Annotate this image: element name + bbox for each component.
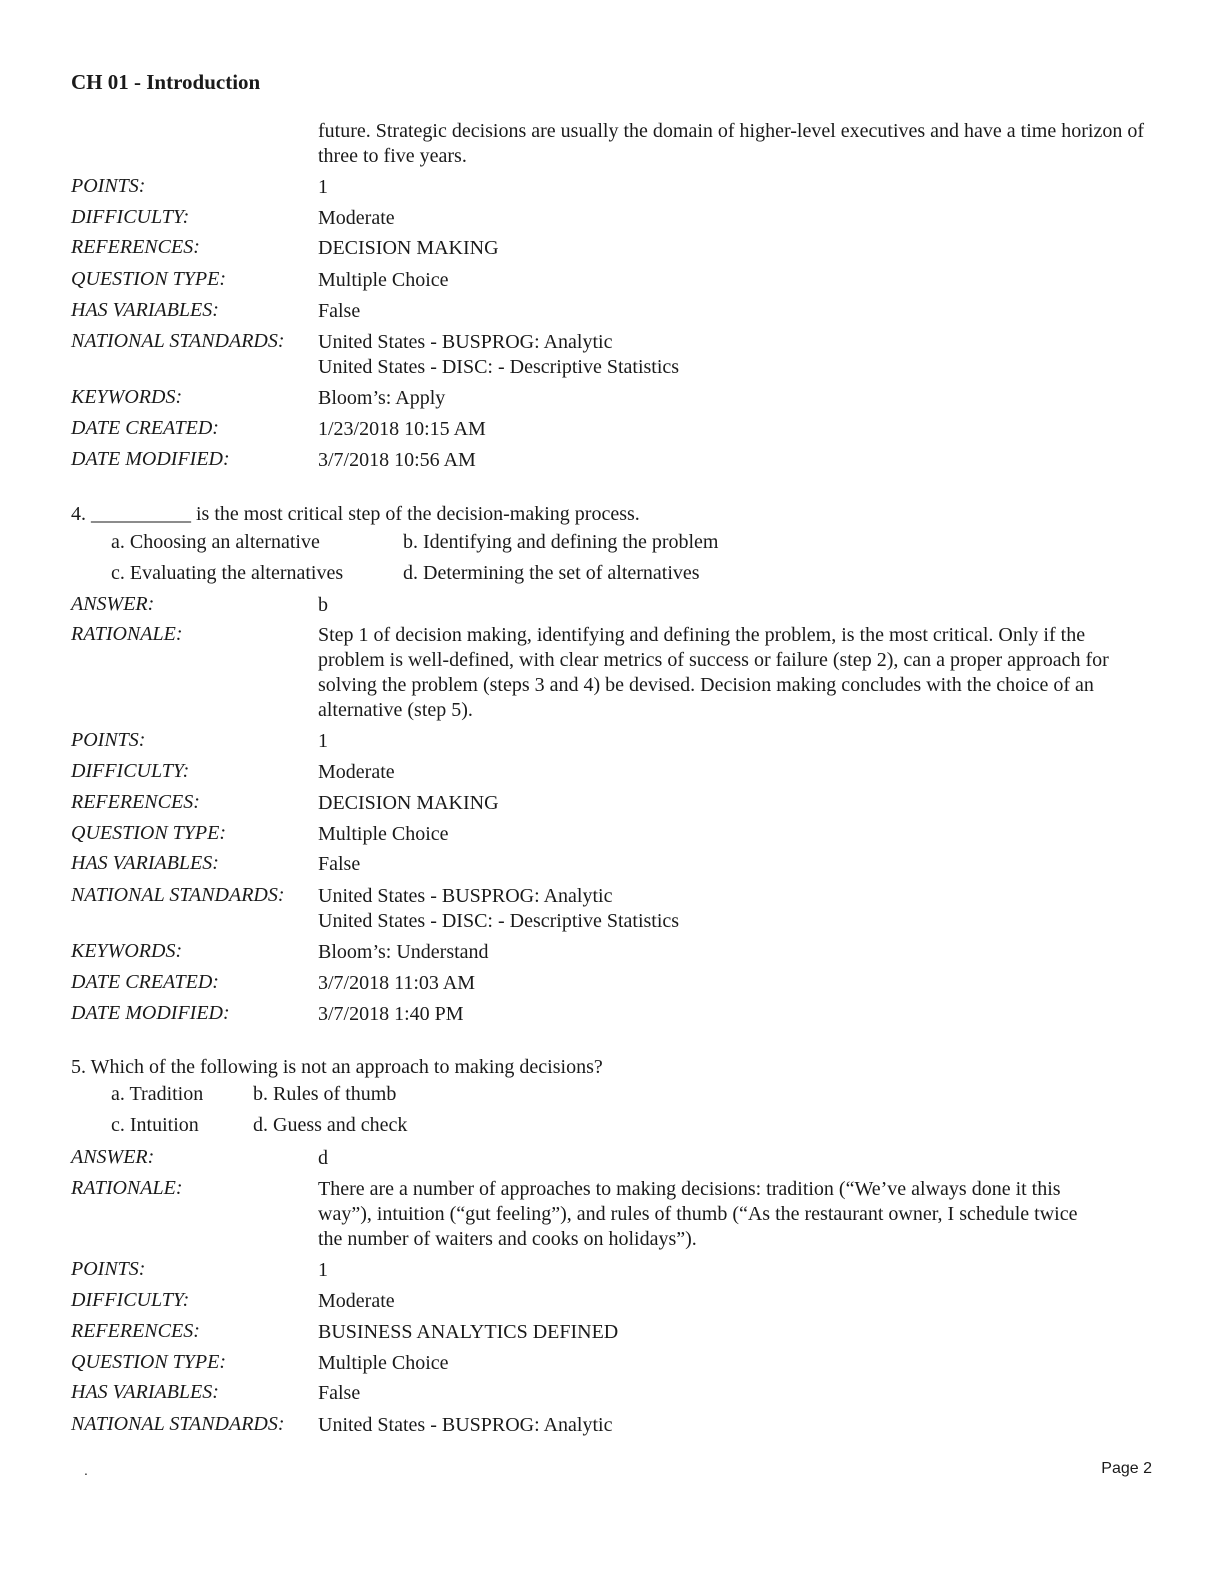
page-number: Page 2 [1101,1460,1152,1477]
keywords-value: Bloom’s: Apply [318,387,446,409]
keywords-label: KEYWORDS: [71,386,183,408]
points-label: POINTS: [71,175,146,197]
continued-rationale: future. Strategic decisions are usually the domain of higher-level executives and have a time horizon of three to five years. [318,120,1144,167]
question-5-text: 5. Which of the following is not an approach to making decisions? [71,1056,603,1078]
question-type-value: Multiple Choice [318,269,449,291]
question-5-option-d: d. Guess and check [253,1114,408,1136]
national-standards-value-2: United States - DISC: - Descriptive Statistics [318,910,680,932]
question-4-option-b: b. Identifying and defining the problem [403,531,719,553]
difficulty-label: DIFFICULTY: [71,1289,190,1311]
national-standards-value-1: United States - BUSPROG: Analytic [318,331,613,353]
keywords-label: KEYWORDS: [71,940,183,962]
question-type-label: QUESTION TYPE: [71,268,227,290]
date-created-value: 1/23/2018 10:15 AM [318,418,486,440]
question-5-option-b: b. Rules of thumb [253,1083,397,1105]
date-created-value: 3/7/2018 11:03 AM [318,972,476,994]
has-variables-label: HAS VARIABLES: [71,299,219,321]
answer-value: d [318,1147,328,1169]
question-5-option-a: a. Tradition [111,1083,204,1105]
answer-value: b [318,594,328,616]
question-type-value: Multiple Choice [318,823,449,845]
national-standards-value-2: United States - DISC: - Descriptive Statistics [318,356,680,378]
references-label: REFERENCES: [71,791,200,813]
keywords-value: Bloom’s: Understand [318,941,489,963]
national-standards-value-1: United States - BUSPROG: Analytic [318,885,613,907]
date-modified-value: 3/7/2018 1:40 PM [318,1003,464,1025]
has-variables-value: False [318,300,361,322]
difficulty-label: DIFFICULTY: [71,206,190,228]
national-standards-value-1: United States - BUSPROG: Analytic [318,1414,613,1436]
points-value: 1 [318,1259,328,1281]
difficulty-value: Moderate [318,761,395,783]
national-standards-label: NATIONAL STANDARDS: [71,330,285,352]
references-value: DECISION MAKING [318,237,499,259]
question-4-text: 4. __________ is the most critical step of the decision-making process. [71,503,640,525]
rationale-value: Step 1 of decision making, identifying and defining the problem, is the most critical. Only if the problem is well-defined, with clear metrics of success or failure (step 2), can a proper approach for solving the problem (steps 3 and 4) be devised. Decision making concludes with the choice of an alternative (step 5). [318,624,1109,721]
difficulty-label: DIFFICULTY: [71,760,190,782]
points-value: 1 [318,176,328,198]
date-modified-label: DATE MODIFIED: [71,448,230,470]
references-value: DECISION MAKING [318,792,499,814]
question-4-option-a: a. Choosing an alternative [111,531,320,553]
question-type-label: QUESTION TYPE: [71,822,227,844]
points-label: POINTS: [71,1258,146,1280]
chapter-header: CH 01 - Introduction [71,70,261,94]
national-standards-label: NATIONAL STANDARDS: [71,884,285,906]
date-modified-value: 3/7/2018 10:56 AM [318,449,476,471]
references-label: REFERENCES: [71,236,200,258]
date-created-label: DATE CREATED: [71,971,219,993]
has-variables-value: False [318,1382,361,1404]
national-standards-label: NATIONAL STANDARDS: [71,1413,285,1435]
references-label: REFERENCES: [71,1320,200,1342]
answer-label: ANSWER: [71,1146,155,1168]
question-4-option-c: c. Evaluating the alternatives [111,562,344,584]
points-label: POINTS: [71,729,146,751]
question-5-option-c: c. Intuition [111,1114,199,1136]
answer-label: ANSWER: [71,593,155,615]
rationale-label: RATIONALE: [71,623,183,645]
difficulty-value: Moderate [318,207,395,229]
question-type-label: QUESTION TYPE: [71,1351,227,1373]
has-variables-label: HAS VARIABLES: [71,1381,219,1403]
difficulty-value: Moderate [318,1290,395,1312]
date-modified-label: DATE MODIFIED: [71,1002,230,1024]
rationale-label: RATIONALE: [71,1177,183,1199]
question-type-value: Multiple Choice [318,1352,449,1374]
question-4-option-d: d. Determining the set of alternatives [403,562,700,584]
footer-dot: . [84,1462,88,1478]
references-value: BUSINESS ANALYTICS DEFINED [318,1321,619,1343]
points-value: 1 [318,730,328,752]
rationale-value: There are a number of approaches to making decisions: tradition (“We’ve always done it this way”), intuition (“gut feeling”), and rules of thumb (“As the restaurant owner, I schedule twice the number of waiters and cooks on holidays”). [318,1178,1078,1250]
has-variables-label: HAS VARIABLES: [71,852,219,874]
has-variables-value: False [318,853,361,875]
date-created-label: DATE CREATED: [71,417,219,439]
